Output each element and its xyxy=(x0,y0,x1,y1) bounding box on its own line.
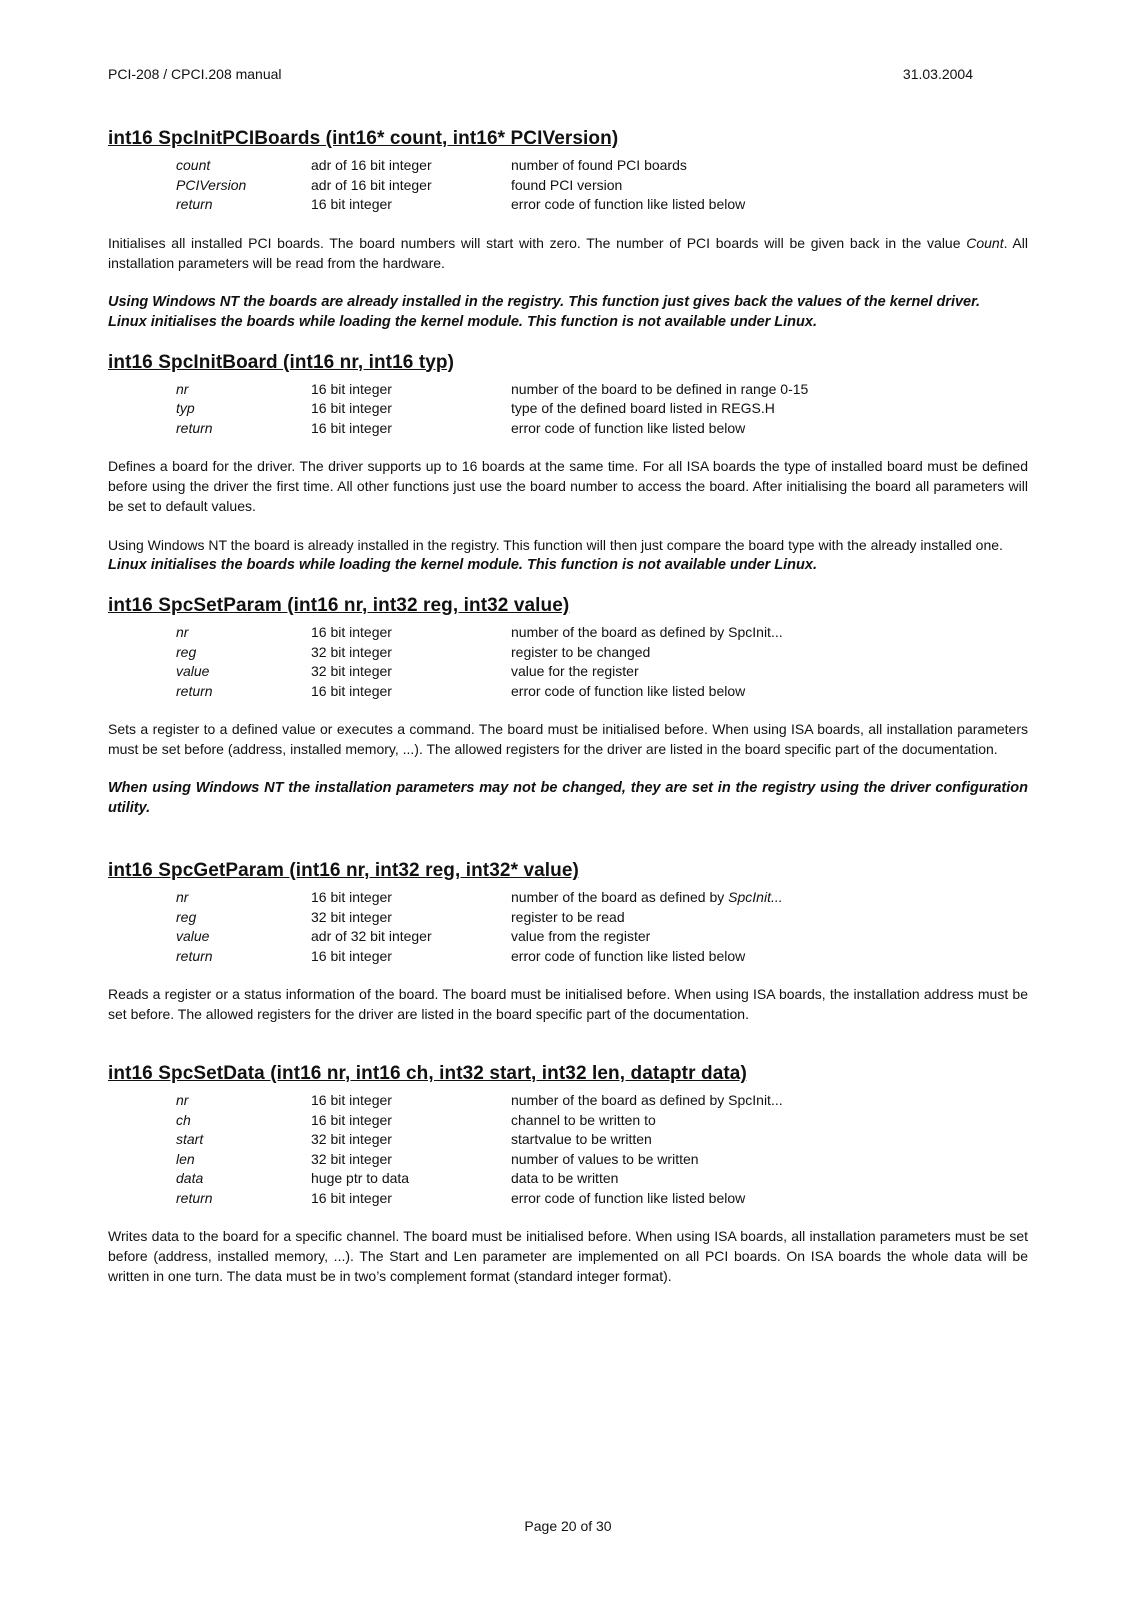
param-type: 16 bit integer xyxy=(311,1111,392,1128)
spacer xyxy=(108,575,1028,595)
param-row xyxy=(176,1091,1028,1111)
param-desc: data to be written xyxy=(511,1170,619,1186)
param-name: nr xyxy=(176,1092,189,1108)
section-spcinitboard xyxy=(108,352,1028,576)
param-name: value xyxy=(176,663,210,679)
param-type: adr of 16 bit integer xyxy=(311,176,432,193)
param-type: 16 bit integer xyxy=(311,380,392,397)
param-type: 16 bit integer xyxy=(311,400,392,416)
spacer xyxy=(108,1043,1028,1063)
note-windows-nt: When using Windows NT the installation parameters may not be changed, they are set in the registry using the driver configuration utility. xyxy=(108,780,1028,816)
param-table xyxy=(176,888,1028,966)
function-title: int16 SpcGetParam (int16 nr, int32 reg, int32* value) xyxy=(108,860,579,881)
param-name: len xyxy=(176,1150,195,1167)
param-type: 16 bit integer xyxy=(311,624,392,640)
param-row xyxy=(176,195,1028,215)
description-paragraph xyxy=(108,233,1028,273)
param-table xyxy=(176,380,1028,439)
param-row xyxy=(176,1130,1028,1150)
page-content xyxy=(108,128,1028,1305)
paragraph-text: Initialises all installed PCI boards. The board numbers will start with zero. The number of PCI boards will be given back in the value xyxy=(108,234,967,251)
param-name: nr xyxy=(176,380,189,397)
param-desc: error code of function like listed below xyxy=(511,682,746,699)
param-name: start xyxy=(176,1131,204,1147)
param-desc: number of the board as defined by SpcInit... xyxy=(511,624,783,640)
description-paragraph: Writes data to the board for a specific channel. The board must be initialised before. When using ISA boards, all installation parameters must be set before (address, installed memory, ...). The Start and Len parameter are implemented on all PCI boards. On ISA boards the whole data will be written in one turn. The data must be in two’s complement format (standard integer format). xyxy=(108,1228,1028,1284)
param-desc xyxy=(511,888,1028,908)
param-row xyxy=(176,662,1028,682)
param-row xyxy=(176,176,1028,196)
section-spcgetparam xyxy=(108,860,1028,1024)
param-row xyxy=(176,419,1028,439)
param-type: 32 bit integer xyxy=(311,908,392,925)
spacer xyxy=(108,818,1028,860)
param-row xyxy=(176,682,1028,702)
description-paragraph: Sets a register to a defined value or executes a command. The board must be initialised before. When using ISA boards, all installation parameters must be set before (address, installed memory, ...). The allowed registers for the driver are listed in the board specific part of the documentation. xyxy=(108,721,1028,757)
param-name: return xyxy=(176,1189,213,1206)
param-row xyxy=(176,380,1028,400)
manual-page xyxy=(108,0,1028,1600)
param-desc: type of the defined board listed in REGS.H xyxy=(511,400,775,416)
param-desc: error code of function like listed below xyxy=(511,947,746,964)
param-name: data xyxy=(176,1170,204,1186)
param-table xyxy=(176,1091,1028,1208)
param-type: 16 bit integer xyxy=(311,1189,392,1206)
param-name: nr xyxy=(176,889,189,905)
param-name: return xyxy=(176,682,213,699)
param-row xyxy=(176,399,1028,419)
spacer xyxy=(108,332,1028,352)
param-name: return xyxy=(176,196,213,212)
description-paragraph: Defines a board for the driver. The driver supports up to 16 boards at the same time. For all ISA boards the type of installed board must be defined before using the driver the first time. All other functions just use the board number to access the board. After initialising the board all parameters will be set to default values. xyxy=(108,458,1028,514)
param-name: value xyxy=(176,928,210,944)
param-type: adr of 32 bit integer xyxy=(311,928,432,944)
param-row xyxy=(176,1150,1028,1170)
param-desc: number of values to be written xyxy=(511,1150,699,1167)
param-desc: found PCI version xyxy=(511,176,623,193)
paragraph-text: . All installation parameters will be read from the hardware. xyxy=(108,234,1028,271)
param-desc: error code of function like listed below xyxy=(511,1189,746,1206)
page-number: Page 20 of 30 xyxy=(524,1518,612,1534)
param-row xyxy=(176,1169,1028,1189)
param-name: ch xyxy=(176,1111,191,1128)
param-type: 16 bit integer xyxy=(311,1092,392,1108)
param-type: 16 bit integer xyxy=(311,419,392,436)
header-doc-title: PCI-208 / CPCI.208 manual xyxy=(108,66,282,82)
param-type: 32 bit integer xyxy=(311,643,392,660)
function-title: int16 SpcSetData (int16 nr, int16 ch, int32 start, int32 len, dataptr data) xyxy=(108,1063,747,1084)
param-name: return xyxy=(176,419,213,436)
note-windows-nt: Using Windows NT the boards are already installed in the registry. This function just gives back the values of the kernel driver. xyxy=(108,293,980,310)
param-row xyxy=(176,643,1028,663)
function-title: int16 SpcInitPCIBoards (int16* count, int16* PCIVersion) xyxy=(108,128,619,149)
param-desc: number of the board as defined by SpcInit... xyxy=(511,1092,783,1108)
param-row xyxy=(176,623,1028,643)
description-paragraph: Reads a register or a status information of the board. The board must be initialised before. When using ISA boards, the installation address must be set before. The allowed registers for the driver are listed in the board specific part of the documentation. xyxy=(108,986,1028,1022)
section-spcinitpciboards xyxy=(108,128,1028,332)
param-type: huge ptr to data xyxy=(311,1170,410,1186)
param-type: 32 bit integer xyxy=(311,1131,392,1147)
param-desc-text: number of the board as defined by xyxy=(511,889,729,905)
function-title: int16 SpcSetParam (int16 nr, int32 reg, int32 value) xyxy=(108,595,570,616)
param-row xyxy=(176,947,1028,967)
header-date: 31.03.2004 xyxy=(902,66,973,82)
param-row xyxy=(176,156,1028,176)
section-spcsetparam xyxy=(108,595,1028,818)
param-name: PCIVersion xyxy=(176,176,247,193)
param-desc: channel to be written to xyxy=(511,1111,656,1128)
param-table xyxy=(176,623,1028,701)
param-table xyxy=(176,156,1028,215)
param-type: 32 bit integer xyxy=(311,1150,392,1167)
param-desc: startvalue to be written xyxy=(511,1131,652,1147)
param-type: 32 bit integer xyxy=(311,663,392,679)
param-name: reg xyxy=(176,643,197,660)
param-desc: register to be changed xyxy=(511,643,651,660)
param-type: 16 bit integer xyxy=(311,682,392,699)
param-type: adr of 16 bit integer xyxy=(311,157,432,173)
description-paragraph: Using Windows NT the board is already installed in the registry. This function will then just compare the board type with the already installed one. xyxy=(108,537,1003,553)
function-title: int16 SpcInitBoard (int16 nr, int16 typ) xyxy=(108,351,455,373)
param-type: 16 bit integer xyxy=(311,889,392,905)
param-type: 16 bit integer xyxy=(311,947,392,964)
param-desc-italic: SpcInit... xyxy=(728,889,783,905)
param-desc: error code of function like listed below xyxy=(511,196,746,212)
param-desc: number of found PCI boards xyxy=(511,157,687,173)
param-desc: register to be read xyxy=(511,908,625,925)
paragraph-italic: Count xyxy=(966,234,1004,251)
section-spcsetdata xyxy=(108,1063,1028,1286)
param-name: nr xyxy=(176,624,189,640)
param-name: return xyxy=(176,947,213,964)
param-desc: value from the register xyxy=(511,928,651,944)
param-row xyxy=(176,888,1028,908)
param-row xyxy=(176,1189,1028,1209)
param-row xyxy=(176,908,1028,928)
param-type: 16 bit integer xyxy=(311,196,392,212)
param-row xyxy=(176,927,1028,947)
param-desc: number of the board to be defined in range 0-15 xyxy=(511,380,809,397)
param-name: reg xyxy=(176,908,197,925)
param-desc: error code of function like listed below xyxy=(511,419,746,436)
param-row xyxy=(176,1111,1028,1131)
param-name: typ xyxy=(176,400,195,416)
note-linux: Linux initialises the boards while loading the kernel module. This function is not available under Linux. xyxy=(108,313,817,330)
param-desc: value for the register xyxy=(511,663,639,679)
param-name: count xyxy=(176,157,211,173)
note-linux: Linux initialises the boards while loading the kernel module. This function is not available under Linux. xyxy=(108,557,817,573)
